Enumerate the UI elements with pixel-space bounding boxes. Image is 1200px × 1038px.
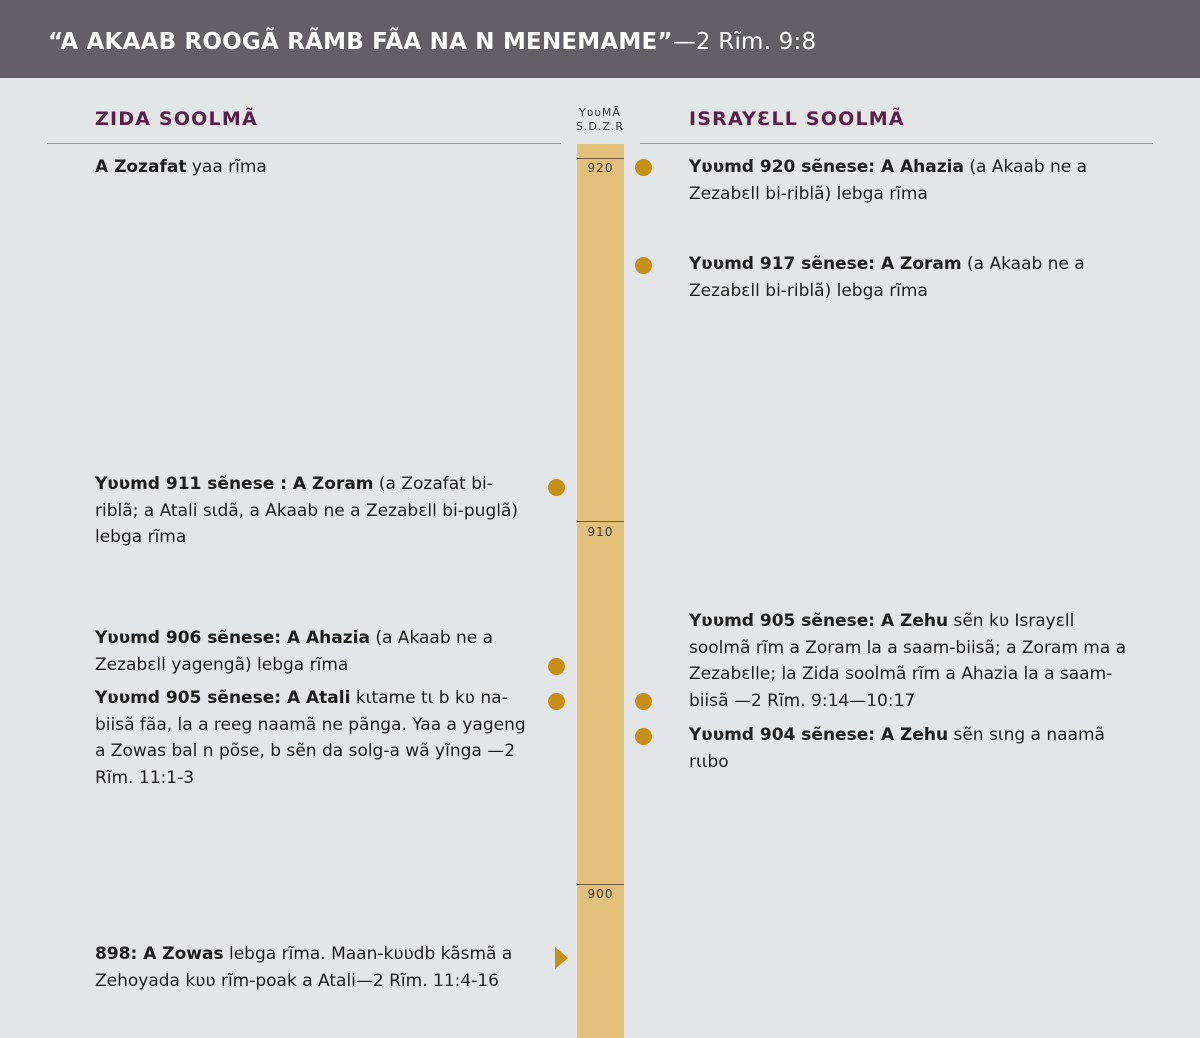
event-text: sẽn sɩng a naamã rɩɩbo (689, 725, 1105, 772)
timeline-heading (566, 106, 634, 134)
judah-event (95, 685, 535, 791)
left-column-title: ZIDA SOOLMÃ (95, 108, 258, 130)
event-heading: 898: A Zowas (95, 944, 224, 964)
event-text: lebga rĩma. Maan-kʋʋdb kãsmã a Zehoyada kʋʋ rĩm-poak a Atali—2 Rĩm. 11:4-16 (95, 944, 513, 991)
right-column-title: ISRAYƐLL SOOLMÃ (689, 108, 905, 130)
event-heading: Yʋʋmd 906 sẽnese: A Ahazia (95, 628, 370, 648)
event-heading: Yʋʋmd 917 sẽnese: A Zoram (689, 254, 962, 274)
judah-event (95, 471, 535, 551)
event-marker-dot (635, 257, 652, 274)
event-heading: Yʋʋmd 911 sẽnese : A Zoram (95, 474, 374, 494)
page-header (0, 0, 1200, 78)
event-text: (a Akaab ne a Zezabɛll bi-riblã) lebga rĩma (689, 254, 1085, 301)
israel-event (689, 722, 1134, 775)
event-marker-dot (635, 693, 652, 710)
event-marker-arrow-icon (555, 947, 568, 969)
event-marker-dot (548, 658, 565, 675)
israel-event (689, 154, 1134, 207)
judah-event (95, 154, 535, 181)
event-marker-dot (548, 479, 565, 496)
event-marker-dot (635, 728, 652, 745)
timeline-bar (577, 144, 624, 1038)
event-text: kɩtame tɩ b kʋ na-biisã fãa, la a reeg naamã ne pãnga. Yaa a yageng a Zowas bal n põse, b sẽn da solg-a wã yĩnga —2 Rĩm. 11:1-3 (95, 688, 526, 788)
judah-event (95, 625, 535, 678)
event-text: yaa rĩma (186, 157, 267, 177)
timeline-tick-label: 910 (587, 525, 614, 539)
event-text: (a Akaab ne a Zezabɛll yagengã) lebga rĩma (95, 628, 494, 675)
timeline-tick (577, 884, 624, 885)
event-heading: Yʋʋmd 904 sẽnese: A Zehu (689, 725, 949, 745)
right-column-divider (640, 143, 1153, 144)
israel-event (689, 608, 1134, 714)
timeline-tick (577, 521, 624, 522)
page-title-reference: —2 Rĩm. 9:8 (672, 29, 817, 55)
timeline-tick (577, 158, 624, 159)
event-heading: A Zozafat (95, 157, 187, 177)
timeline-heading-line1: YʋʋMÃ (579, 106, 621, 119)
israel-event (689, 251, 1134, 304)
event-text: (a Akaab ne a Zezabɛll bi-riblã) lebga rĩma (689, 157, 1088, 204)
event-marker-dot (548, 693, 565, 710)
event-heading: Yʋʋmd 905 sẽnese: A Zehu (689, 611, 949, 631)
event-text: (a Zozafat bi-riblã; a Atali sɩdã, a Akaab ne a Zezabɛll bi-puglã) lebga rĩma (95, 474, 519, 547)
event-text: sẽn kʋ Israyɛll soolmã rĩm a Zoram la a saam-biisã; a Zoram ma a Zezabɛlle; la Zida soolmã rĩm a Ahazia la a saam-biisã —2 Rĩm. 9:14—10:17 (689, 611, 1127, 711)
page-title-main: “A AKAAB ROOGÃ RÃMB FÃA NA N MENEMAME” (48, 29, 673, 55)
event-heading: Yʋʋmd 905 sẽnese: A Atali (95, 688, 351, 708)
left-column-divider (47, 143, 561, 144)
event-heading: Yʋʋmd 920 sẽnese: A Ahazia (689, 157, 964, 177)
page-title (48, 28, 816, 56)
timeline-tick-label: 900 (587, 887, 614, 901)
judah-event (95, 941, 535, 994)
event-marker-dot (635, 159, 652, 176)
timeline-tick-label: 920 (587, 161, 614, 175)
timeline-heading-line2: S.D.Z.R (575, 120, 625, 133)
